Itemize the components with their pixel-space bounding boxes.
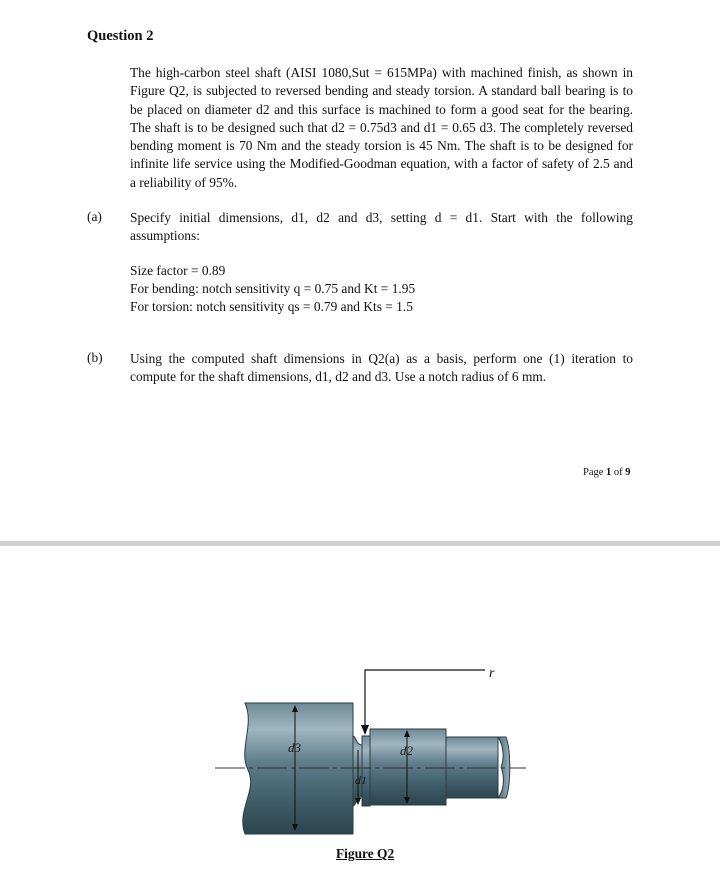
r-leader-line (365, 670, 485, 732)
label-d2: d2 (400, 743, 413, 758)
r-arrow (361, 725, 369, 735)
question-intro: The high-carbon steel shaft (AISI 1080,Sut = 615MPa) with machined finish, as shown in Figure Q2, is subjected to reversed bending and steady torsion. A standard ball bearing is to be placed on diameter d2 and this surface is machined to form a good seat for the bearing. The shaft is to be designed such that d2 = 0.75d3 and d1 = 0.65 d3. The completely reversed bending moment is 70 Nm and the steady torsion is 45 Nm. The shaft is to be designed for infinite life service using the Modified-Goodman equation, with a factor of safety of 2.5 and a reliability of 95%. (130, 65, 633, 190)
assumption-size-factor: Size factor = 0.89 (130, 263, 226, 278)
label-r: r (489, 666, 495, 681)
assumption-bending: For bending: notch sensitivity q = 0.75 and Kt = 1.95 (130, 281, 416, 296)
part-b-label: (b) (87, 350, 103, 365)
figure-caption: Figure Q2 (336, 846, 395, 861)
page-total: 9 (625, 467, 631, 478)
part-a-text: Specify initial dimensions, d1, d2 and d3, setting d = d1. Start with the following assumptions: (130, 210, 633, 244)
assumption-torsion: For torsion: notch sensitivity qs = 0.79 and Kts = 1.5 (130, 299, 413, 314)
page-separator (0, 541, 720, 546)
label-d3: d3 (288, 740, 301, 755)
question-title: Question 2 (87, 28, 154, 44)
page-number (583, 467, 631, 478)
shaft-figure (0, 560, 720, 850)
page-of: of (613, 467, 623, 478)
part-b-text: Using the computed shaft dimensions in Q2(a) as a basis, perform one (1) iteration to compute for the shaft dimensions, d1, d2 and d3. Use a notch radius of 6 mm. (130, 351, 633, 385)
label-d1: d1 (355, 773, 367, 787)
page-current: 1 (606, 467, 612, 478)
shaft-neck (362, 736, 370, 806)
shaft-bearing-seat (370, 729, 446, 805)
page-prefix: Page (583, 467, 604, 478)
part-a-label: (a) (87, 209, 102, 224)
